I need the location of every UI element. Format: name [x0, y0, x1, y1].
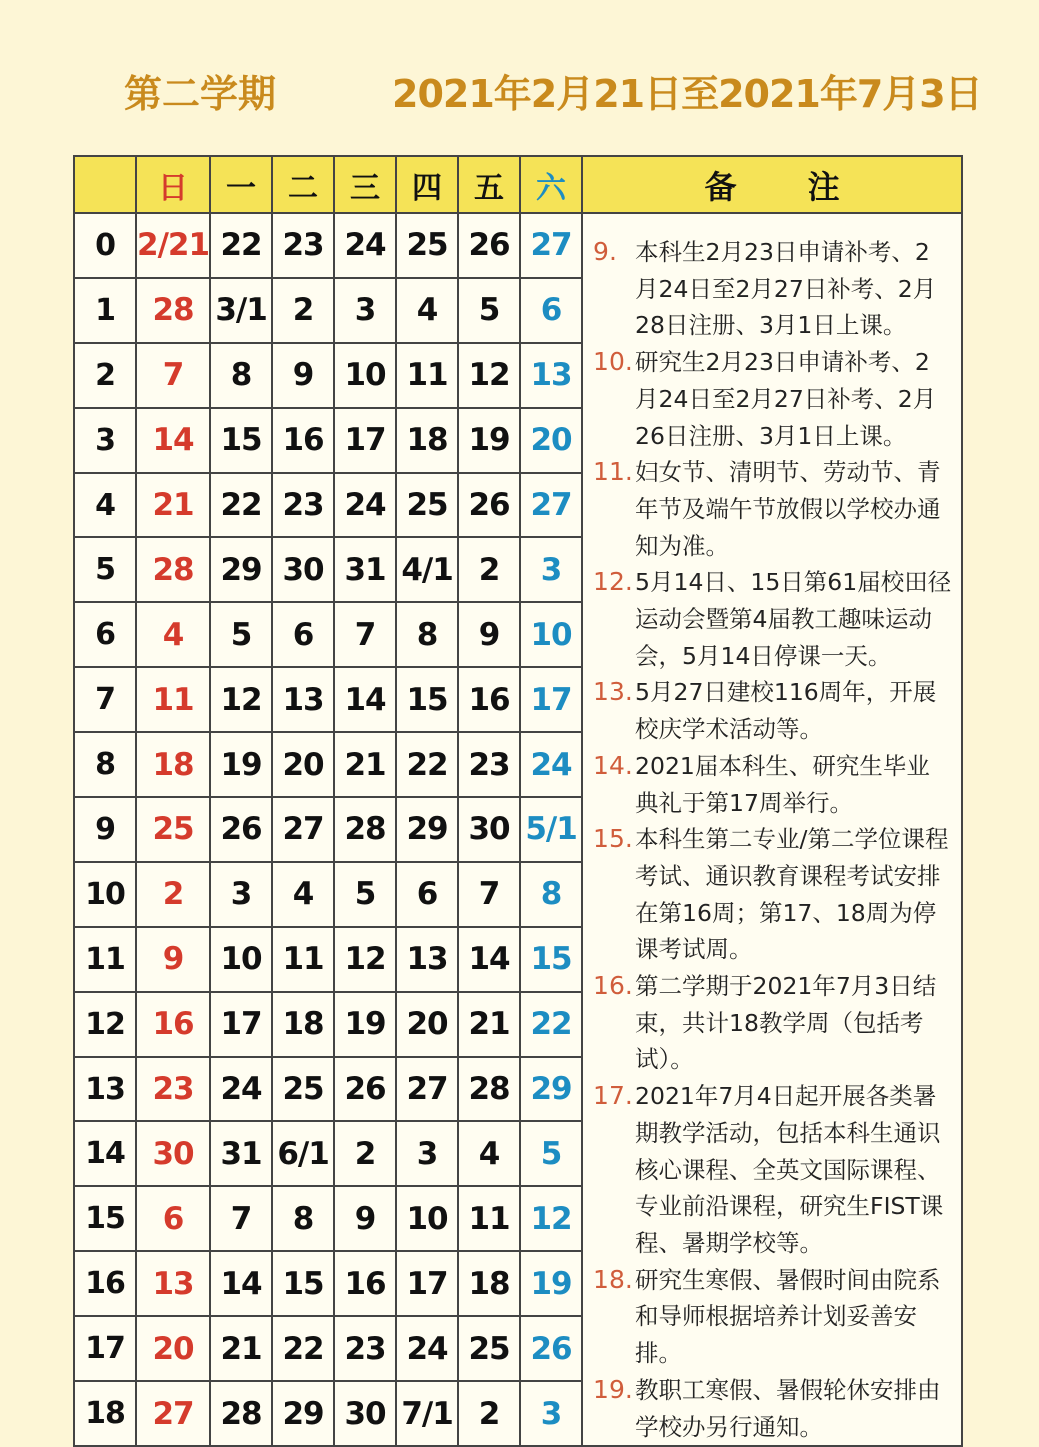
day-cell: 8 [272, 1186, 334, 1251]
note-item [593, 454, 953, 564]
header-wednesday: 三 [334, 156, 396, 213]
note-text: 研究生2月23日申请补考、2月24日至2月27日补考、2月26日注册、3月1日上课。 [635, 348, 937, 450]
day-cell: 9 [272, 343, 334, 408]
day-cell: 26 [458, 473, 520, 538]
note-text: 第二学期于2021年7月3日结束，共计18教学周（包括考试）。 [635, 972, 937, 1074]
day-cell: 12 [458, 343, 520, 408]
note-text: 本科生2月23日申请补考、2月24日至2月27日补考、2月28日注册、3月1日上课。 [635, 238, 937, 340]
day-cell: 26 [210, 797, 272, 862]
note-item [593, 748, 953, 821]
day-cell: 13 [272, 667, 334, 732]
note-number: 12. [593, 567, 633, 597]
day-cell: 24 [396, 1316, 458, 1381]
day-cell: 5 [334, 862, 396, 927]
day-cell: 2 [272, 278, 334, 343]
day-cell: 5 [520, 1121, 582, 1186]
day-cell: 11 [136, 667, 210, 732]
day-cell: 28 [136, 278, 210, 343]
day-cell: 19 [210, 732, 272, 797]
day-cell: 25 [136, 797, 210, 862]
header-saturday: 六 [520, 156, 582, 213]
note-text: 本科生第二专业/第二学位课程考试、通识教育课程考试安排在第16周；第17、18周为停课考试周。 [635, 825, 949, 964]
day-cell: 28 [334, 797, 396, 862]
day-cell: 13 [396, 927, 458, 992]
note-number: 19. [593, 1374, 633, 1404]
day-cell: 10 [334, 343, 396, 408]
day-cell: 2/21 [136, 213, 210, 278]
note-number: 14. [593, 750, 633, 780]
day-cell: 26 [334, 1057, 396, 1122]
day-cell: 31 [334, 537, 396, 602]
day-cell: 25 [458, 1316, 520, 1381]
day-cell: 7 [210, 1186, 272, 1251]
day-cell: 12 [334, 927, 396, 992]
note-text: 2021届本科生、研究生毕业典礼于第17周举行。 [635, 751, 930, 817]
header-row [74, 156, 962, 213]
day-cell: 18 [458, 1251, 520, 1316]
week-number: 15 [74, 1186, 136, 1251]
day-cell: 16 [334, 1251, 396, 1316]
day-cell: 8 [396, 602, 458, 667]
day-cell: 23 [334, 1316, 396, 1381]
note-item [593, 564, 953, 674]
day-cell: 3 [520, 537, 582, 602]
week-number: 0 [74, 213, 136, 278]
note-item [593, 968, 953, 1078]
day-cell: 27 [396, 1057, 458, 1122]
day-cell: 15 [520, 927, 582, 992]
day-cell: 29 [396, 797, 458, 862]
day-cell: 6 [396, 862, 458, 927]
day-cell: 20 [520, 408, 582, 473]
day-cell: 21 [458, 992, 520, 1057]
day-cell: 30 [136, 1121, 210, 1186]
day-cell: 9 [136, 927, 210, 992]
day-cell: 25 [272, 1057, 334, 1122]
week-number: 3 [74, 408, 136, 473]
week-number: 13 [74, 1057, 136, 1122]
day-cell: 22 [396, 732, 458, 797]
day-cell: 11 [458, 1186, 520, 1251]
note-item [593, 1078, 953, 1262]
note-item [593, 1372, 953, 1445]
week-number: 5 [74, 537, 136, 602]
week-number: 4 [74, 473, 136, 538]
day-cell: 21 [210, 1316, 272, 1381]
calendar-table [73, 155, 963, 1447]
day-cell: 24 [210, 1057, 272, 1122]
day-cell: 11 [272, 927, 334, 992]
day-cell: 6/1 [272, 1121, 334, 1186]
note-item [593, 674, 953, 747]
day-cell: 3/1 [210, 278, 272, 343]
day-cell: 23 [272, 213, 334, 278]
day-cell: 21 [334, 732, 396, 797]
day-cell: 6 [520, 278, 582, 343]
day-cell: 6 [272, 602, 334, 667]
day-cell: 16 [458, 667, 520, 732]
day-cell: 14 [334, 667, 396, 732]
header-sunday: 日 [136, 156, 210, 213]
day-cell: 18 [136, 732, 210, 797]
week-number: 7 [74, 667, 136, 732]
note-text: 2021年7月4日起开展各类暑期教学活动，包括本科生通识核心课程、全英文国际课程、专业前沿课程，研究生FIST课程、暑期学校等。 [635, 1082, 944, 1257]
day-cell: 4 [136, 602, 210, 667]
week-header [74, 156, 136, 213]
day-cell: 18 [272, 992, 334, 1057]
day-cell: 20 [272, 732, 334, 797]
day-cell: 14 [210, 1251, 272, 1316]
day-cell: 16 [272, 408, 334, 473]
day-cell: 3 [334, 278, 396, 343]
day-cell: 25 [396, 213, 458, 278]
day-cell: 21 [136, 473, 210, 538]
notes-cell [582, 213, 962, 1446]
note-number: 18. [593, 1264, 633, 1294]
day-cell: 8 [210, 343, 272, 408]
day-cell: 29 [210, 537, 272, 602]
week-number: 10 [74, 862, 136, 927]
day-cell: 15 [396, 667, 458, 732]
note-text: 5月27日建校116周年，开展校庆学术活动等。 [635, 678, 937, 744]
day-cell: 20 [396, 992, 458, 1057]
day-cell: 14 [136, 408, 210, 473]
note-text: 5月14日、15日第61届校田径运动会暨第4届教工趣味运动会，5月14日停课一天。 [635, 568, 952, 670]
week-number: 17 [74, 1316, 136, 1381]
week-number: 11 [74, 927, 136, 992]
day-cell: 19 [520, 1251, 582, 1316]
day-cell: 27 [272, 797, 334, 862]
term-title: 第二学期 [124, 72, 277, 116]
note-item [593, 821, 953, 968]
week-number: 16 [74, 1251, 136, 1316]
note-number: 15. [593, 824, 633, 854]
day-cell: 17 [396, 1251, 458, 1316]
day-cell: 24 [520, 732, 582, 797]
week-number: 9 [74, 797, 136, 862]
day-cell: 3 [396, 1121, 458, 1186]
day-cell: 22 [210, 473, 272, 538]
day-cell: 23 [458, 732, 520, 797]
day-cell: 30 [334, 1381, 396, 1446]
day-cell: 9 [334, 1186, 396, 1251]
note-item [593, 234, 953, 344]
day-cell: 22 [520, 992, 582, 1057]
day-cell: 30 [458, 797, 520, 862]
day-cell: 27 [136, 1381, 210, 1446]
note-number: 9. [593, 237, 617, 266]
note-number: 17. [593, 1081, 633, 1111]
day-cell: 14 [458, 927, 520, 992]
day-cell: 8 [520, 862, 582, 927]
header-monday: 一 [210, 156, 272, 213]
day-cell: 19 [458, 408, 520, 473]
note-text: 研究生寒假、暑假时间由院系和导师根据培养计划妥善安排。 [635, 1265, 941, 1368]
day-cell: 3 [520, 1381, 582, 1446]
day-cell: 3 [210, 862, 272, 927]
week-number: 12 [74, 992, 136, 1057]
day-cell: 23 [272, 473, 334, 538]
day-cell: 10 [210, 927, 272, 992]
day-cell: 29 [520, 1057, 582, 1122]
day-cell: 17 [520, 667, 582, 732]
note-number: 11. [593, 457, 633, 487]
note-number: 16. [593, 971, 633, 1001]
day-cell: 5 [210, 602, 272, 667]
note-item [593, 344, 953, 454]
day-cell: 12 [520, 1186, 582, 1251]
day-cell: 31 [210, 1121, 272, 1186]
note-item [593, 1262, 953, 1372]
day-cell: 26 [458, 213, 520, 278]
notes-list [583, 214, 961, 1445]
day-cell: 25 [396, 473, 458, 538]
note-number: 13. [593, 677, 633, 707]
day-cell: 15 [272, 1251, 334, 1316]
day-cell: 15 [210, 408, 272, 473]
day-cell: 11 [396, 343, 458, 408]
day-cell: 10 [396, 1186, 458, 1251]
day-cell: 29 [272, 1381, 334, 1446]
week-number: 6 [74, 602, 136, 667]
day-cell: 10 [520, 602, 582, 667]
day-cell: 7 [458, 862, 520, 927]
day-cell: 12 [210, 667, 272, 732]
day-cell: 27 [520, 473, 582, 538]
day-cell: 30 [272, 537, 334, 602]
week-number: 8 [74, 732, 136, 797]
day-cell: 27 [520, 213, 582, 278]
week-number: 18 [74, 1381, 136, 1446]
day-cell: 22 [272, 1316, 334, 1381]
week-number: 2 [74, 343, 136, 408]
header-tuesday: 二 [272, 156, 334, 213]
week-number: 14 [74, 1121, 136, 1186]
day-cell: 2 [458, 537, 520, 602]
day-cell: 13 [136, 1251, 210, 1316]
day-cell: 6 [136, 1186, 210, 1251]
day-cell: 17 [210, 992, 272, 1057]
header-thursday: 四 [396, 156, 458, 213]
day-cell: 16 [136, 992, 210, 1057]
notes-header: 备 注 [582, 156, 962, 213]
note-text: 教职工寒假、暑假轮休安排由学校办另行通知。 [635, 1375, 941, 1441]
date-range: 2021年2月21日至2021年7月3日 [392, 72, 982, 116]
day-cell: 4 [458, 1121, 520, 1186]
day-cell: 7/1 [396, 1381, 458, 1446]
day-cell: 5 [458, 278, 520, 343]
day-cell: 4/1 [396, 537, 458, 602]
day-cell: 19 [334, 992, 396, 1057]
calendar-body [74, 213, 962, 1446]
note-number: 10. [593, 347, 633, 377]
day-cell: 28 [458, 1057, 520, 1122]
day-cell: 28 [136, 537, 210, 602]
day-cell: 2 [334, 1121, 396, 1186]
week-number: 1 [74, 278, 136, 343]
day-cell: 24 [334, 473, 396, 538]
day-cell: 24 [334, 213, 396, 278]
day-cell: 4 [396, 278, 458, 343]
day-cell: 28 [210, 1381, 272, 1446]
day-cell: 5/1 [520, 797, 582, 862]
day-cell: 4 [272, 862, 334, 927]
day-cell: 2 [458, 1381, 520, 1446]
day-cell: 23 [136, 1057, 210, 1122]
week-row [74, 213, 962, 278]
day-cell: 7 [136, 343, 210, 408]
note-text: 妇女节、清明节、劳动节、青年节及端午节放假以学校办通知为准。 [635, 458, 941, 560]
day-cell: 13 [520, 343, 582, 408]
day-cell: 18 [396, 408, 458, 473]
day-cell: 7 [334, 602, 396, 667]
header-friday: 五 [458, 156, 520, 213]
day-cell: 20 [136, 1316, 210, 1381]
day-cell: 17 [334, 408, 396, 473]
day-cell: 9 [458, 602, 520, 667]
day-cell: 22 [210, 213, 272, 278]
day-cell: 2 [136, 862, 210, 927]
day-cell: 26 [520, 1316, 582, 1381]
